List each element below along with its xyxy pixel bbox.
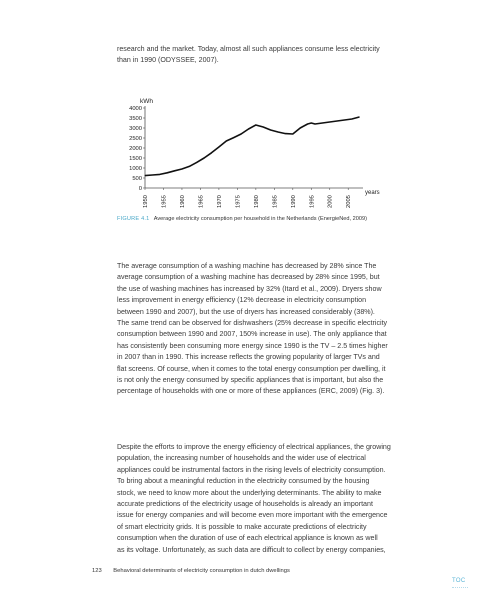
consumption-series-line — [145, 117, 359, 176]
data-point — [255, 125, 256, 126]
data-point — [300, 128, 301, 129]
data-point — [311, 123, 312, 124]
text-line: The same trend can be observed for dishwashers (25% decrease in specific electricity — [117, 319, 388, 328]
x-tick-label: 1970 — [216, 195, 223, 208]
data-point — [196, 162, 197, 163]
data-point — [145, 175, 146, 176]
toc-link-underline — [452, 587, 468, 589]
y-tick-label: 0 — [138, 186, 142, 192]
text-line: issue for energy companies and will become even more important with the emergence — [117, 511, 388, 520]
text-line: percentage of households with one or more of these appliances (ERC, 2009) (Fig. 3). — [117, 387, 385, 396]
text-line: between 1990 and 2007), but the use of dryers has increased considerably (38%). — [117, 307, 375, 316]
data-point — [337, 121, 338, 122]
data-point — [159, 174, 160, 175]
data-point — [359, 117, 360, 118]
y-tick-label: 2500 — [129, 136, 142, 142]
x-tick-label: 2000 — [327, 195, 334, 208]
text-line: the use of washing machines has increased by 32% (Itard et al., 2009). Dryers show — [117, 284, 382, 293]
x-tick-label: 1950 — [143, 195, 149, 208]
text-line: consumption between 1990 and 2007, 150% increase in use). The only appliance that — [117, 330, 387, 339]
data-point — [307, 124, 308, 125]
x-tick-label: 1995 — [309, 195, 316, 208]
x-tick-label: 2005 — [346, 195, 353, 208]
text-line: than in 1990 (ODYSSEE, 2007). — [117, 56, 219, 65]
text-line: The average consumption of a washing machine has decreased by 28% since The — [117, 262, 377, 270]
text-line: average consumption of a washing machine has decreased by 28% since 1995, but — [117, 273, 380, 282]
data-point — [233, 137, 234, 138]
x-tick-label: 1955 — [161, 195, 168, 208]
x-tick-label: 1975 — [235, 195, 242, 208]
data-point — [285, 133, 286, 134]
figure-caption — [117, 215, 477, 223]
data-point — [344, 120, 345, 121]
chart-svg — [115, 90, 395, 214]
text-line: consumption when the duration of use of each electrical appliance is known as well — [117, 534, 378, 543]
data-point — [218, 147, 219, 148]
y-tick-label: 3500 — [129, 116, 142, 122]
text-line: Despite the efforts to improve the energy efficiency of electrical appliances, the growing — [117, 443, 391, 451]
data-point — [226, 141, 227, 142]
page-number: 123 — [92, 568, 102, 574]
y-tick-label: 500 — [132, 176, 142, 182]
text-line: To bring about a meaningful reduction in the electricity consumed by the housing — [117, 477, 370, 486]
y-tick-label: 3000 — [129, 126, 142, 132]
data-point — [263, 127, 264, 128]
text-line: population, the increasing number of households and the wider use of electrical — [117, 454, 366, 463]
electricity-consumption-chart — [115, 90, 395, 214]
data-point — [181, 169, 182, 170]
text-line: research and the market. Today, almost all such appliances consume less electricity — [117, 45, 380, 53]
intro-paragraph — [117, 44, 477, 67]
data-point — [329, 122, 330, 123]
x-tick-label: 1985 — [272, 195, 279, 208]
x-tick-label: 1960 — [179, 195, 186, 208]
text-line: appliances could be instrumental factors in the rising levels of electricity consumption. — [117, 465, 386, 474]
data-point — [174, 170, 175, 171]
body-paragraph-determinants — [117, 442, 477, 556]
x-tick-label: 1990 — [290, 195, 297, 208]
text-line: stock, we need to know more about the underlying determinants. The ability to make — [117, 488, 382, 497]
data-point — [270, 130, 271, 131]
toc-link[interactable]: TOC — [452, 578, 466, 584]
y-tick-label: 2000 — [129, 146, 142, 152]
data-point — [189, 166, 190, 167]
text-line: in 2007 than in 1990. This increase reflects the growing popularity of larger TVs and — [117, 353, 380, 362]
data-point — [278, 132, 279, 133]
y-tick-label: 1500 — [129, 156, 142, 162]
data-point — [167, 172, 168, 173]
text-line: of smart electricity grids. It is possible to make accurate predictions of electricity — [117, 522, 367, 531]
data-point — [314, 124, 315, 125]
data-point — [248, 129, 249, 130]
data-point — [211, 152, 212, 153]
body-paragraph-appliances — [117, 261, 477, 398]
data-point — [292, 134, 293, 135]
text-line: flat screens. Of course, when it comes to the total energy consumption per dwelling, it — [117, 364, 386, 373]
data-point — [152, 175, 153, 176]
data-point — [241, 134, 242, 135]
text-line: is not only the energy consumed by specific appliances that is important, but also the — [117, 376, 384, 385]
x-axis-label: years — [365, 190, 380, 196]
text-line: has consistently been consuming more energy since 1990 is the TV – 2.5 times higher — [117, 341, 388, 350]
data-point — [204, 158, 205, 159]
text-line: less improvement in energy efficiency (12% decrease in electricity consumption — [117, 296, 367, 305]
text-line: as its voltage. Unfortunately, as such data are difficult to collect by energy companies, — [117, 545, 386, 554]
page-footer — [92, 568, 290, 574]
y-tick-label: 4000 — [129, 106, 142, 112]
x-tick-label: 1980 — [253, 195, 260, 208]
x-tick-label: 1965 — [198, 195, 205, 208]
running-title: Behavioral determinants of electricity consumption in dutch dwellings — [113, 568, 290, 574]
data-point — [322, 123, 323, 124]
figure-caption-text: Average electricity consumption per household in the Netherlands (EnergieNed, 2009) — [153, 216, 367, 222]
y-tick-label: 1000 — [129, 166, 142, 172]
figure-label: FIGURE 4.1 — [117, 216, 150, 222]
data-point — [351, 119, 352, 120]
y-axis-label: kWh — [140, 98, 153, 105]
text-line: accurate predictions of the electricity usage of households is already an important — [117, 500, 373, 509]
